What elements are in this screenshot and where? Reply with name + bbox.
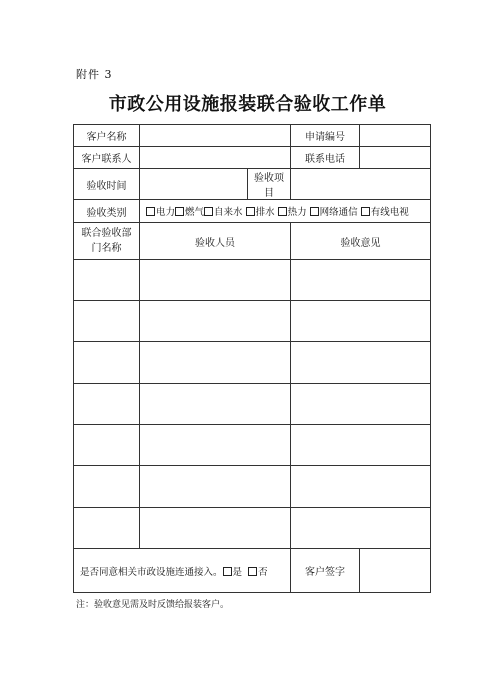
checkbox-icon — [246, 207, 255, 216]
checkbox-icon — [278, 207, 287, 216]
inspection-time-field[interactable] — [140, 169, 248, 200]
customer-name-label: 客户名称 — [74, 125, 140, 147]
contact-phone-field[interactable] — [360, 147, 431, 169]
category-option[interactable]: 燃气 — [175, 207, 204, 218]
footnote: 注：验收意见需及时反馈给报装客户。 — [76, 600, 230, 610]
dept-name-cell[interactable] — [74, 384, 140, 425]
opinion-cell[interactable] — [291, 466, 431, 508]
consent-no-option[interactable]: 否 — [248, 567, 268, 578]
contact-phone-label: 联系电话 — [291, 147, 360, 169]
inspection-time-label: 验收时间 — [74, 169, 140, 200]
checkbox-icon — [204, 207, 213, 216]
customer-signature-field[interactable] — [360, 549, 431, 593]
checkbox-icon — [223, 567, 232, 576]
dept-name-cell[interactable] — [74, 466, 140, 508]
dept-name-cell[interactable] — [74, 260, 140, 301]
inspector-cell[interactable] — [140, 508, 291, 549]
table-row — [74, 508, 431, 549]
opinion-cell[interactable] — [291, 508, 431, 549]
inspector-header: 验收人员 — [140, 223, 291, 260]
attachment-label: 附件 3 — [76, 68, 113, 81]
inspector-cell[interactable] — [140, 384, 291, 425]
contact-person-field[interactable] — [140, 147, 291, 169]
customer-name-field[interactable] — [140, 125, 291, 147]
opinion-cell[interactable] — [291, 425, 431, 466]
table-row — [74, 301, 431, 342]
dept-name-cell[interactable] — [74, 342, 140, 384]
inspection-item-label: 验收项目 — [248, 169, 291, 200]
inspector-cell[interactable] — [140, 301, 291, 342]
contact-row — [74, 147, 431, 169]
category-option[interactable]: 电力 — [146, 207, 175, 218]
inspector-cell[interactable] — [140, 342, 291, 384]
inspector-cell[interactable] — [140, 466, 291, 508]
inspection-category-label: 验收类别 — [74, 200, 140, 223]
consent-yes-option[interactable]: 是 — [223, 567, 243, 578]
checkbox-icon — [310, 207, 319, 216]
consent-cell — [74, 549, 291, 593]
inspection-time-row — [74, 169, 431, 200]
customer-signature-label: 客户签字 — [291, 549, 360, 593]
dept-name-header: 联合验收部 门名称 — [74, 223, 140, 260]
inspector-cell[interactable] — [140, 260, 291, 301]
inspector-cell[interactable] — [140, 425, 291, 466]
table-row — [74, 342, 431, 384]
category-option[interactable]: 有线电视 — [361, 207, 409, 218]
opinion-cell[interactable] — [291, 342, 431, 384]
contact-person-label: 客户联系人 — [74, 147, 140, 169]
consent-row — [74, 549, 431, 593]
column-header-row — [74, 223, 431, 260]
consent-question: 是否同意相关市政设施连通接入。 — [80, 566, 223, 578]
opinion-cell[interactable] — [291, 301, 431, 342]
category-option[interactable]: 网络通信 — [310, 207, 358, 218]
dept-name-cell[interactable] — [74, 425, 140, 466]
inspection-category-row — [74, 200, 431, 223]
table-row — [74, 384, 431, 425]
opinion-cell[interactable] — [291, 384, 431, 425]
opinion-header: 验收意见 — [291, 223, 431, 260]
opinion-cell[interactable] — [291, 260, 431, 301]
dept-name-cell[interactable] — [74, 301, 140, 342]
table-row — [74, 466, 431, 508]
checkbox-icon — [361, 207, 370, 216]
acceptance-form-table — [73, 124, 431, 593]
checkbox-icon — [248, 567, 257, 576]
category-option[interactable]: 热力 — [278, 207, 307, 218]
application-no-label: 申请编号 — [291, 125, 360, 147]
customer-name-row — [74, 125, 431, 147]
table-row — [74, 425, 431, 466]
category-option[interactable]: 排水 — [246, 207, 275, 218]
category-options — [140, 200, 431, 223]
form-title: 市政公用设施报装联合验收工作单 — [108, 94, 387, 115]
application-no-field[interactable] — [360, 125, 431, 147]
inspection-item-field[interactable] — [291, 169, 431, 200]
checkbox-icon — [146, 207, 155, 216]
table-row — [74, 260, 431, 301]
checkbox-icon — [175, 207, 184, 216]
dept-name-cell[interactable] — [74, 508, 140, 549]
category-option[interactable]: 自来水 — [204, 207, 243, 218]
